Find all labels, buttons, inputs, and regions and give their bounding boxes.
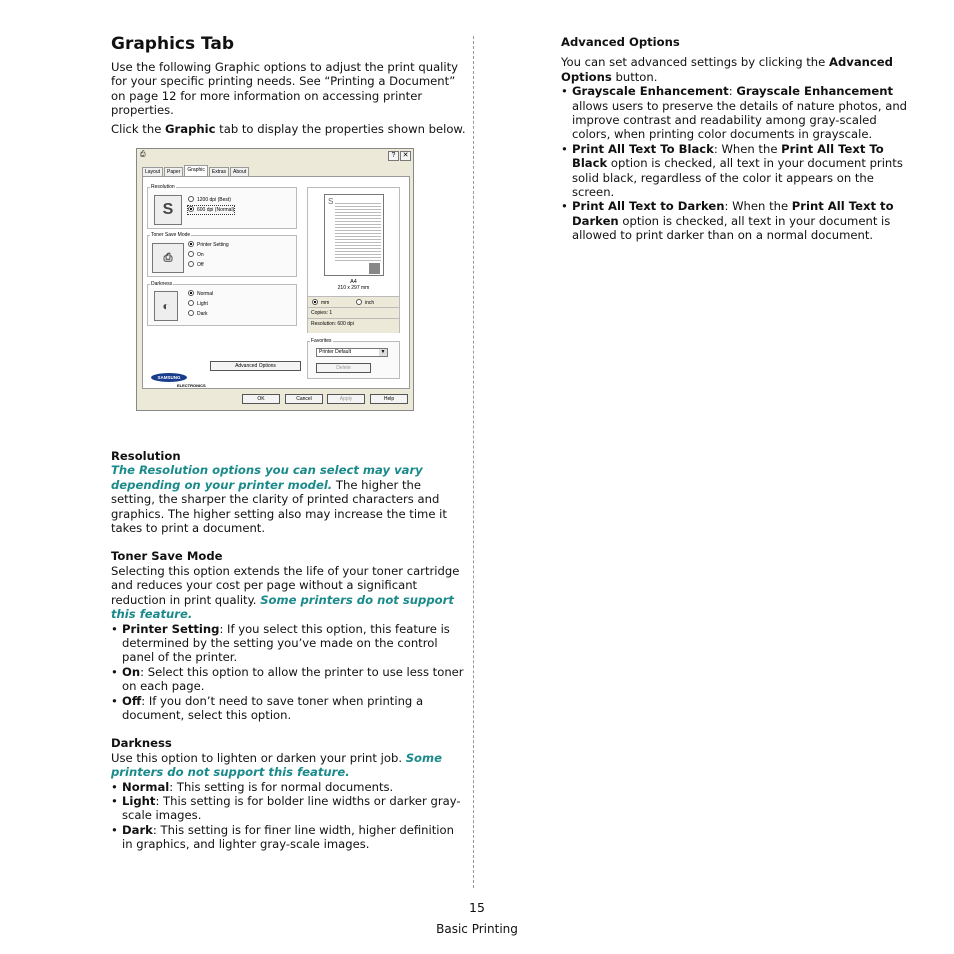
graphic-panel <box>142 176 410 389</box>
tab-about[interactable]: About <box>230 167 249 176</box>
toner-bullet-printer-setting: • Printer Setting: If you select this option, this feature is determined by the setting you’ve made on the control panel of the printer. <box>111 622 466 665</box>
tab-paper[interactable]: Paper <box>164 167 183 176</box>
ok-button[interactable]: OK <box>242 394 280 404</box>
cancel-button[interactable]: Cancel <box>285 394 323 404</box>
resolution-group <box>147 184 297 229</box>
tab-layout[interactable]: Layout <box>142 167 163 176</box>
preview-page <box>324 194 384 276</box>
paper-size: A4 <box>350 279 357 285</box>
preview-letter: S <box>328 197 334 206</box>
adv-bullet-text-black: • Print All Text To Black: When the Print All Text To Black option is checked, all text in your document prints solid black, regardless of the color it appears on the screen. <box>561 142 911 200</box>
adv-bullet-text-darken: • Print All Text to Darken: When the Print All Text to Darken option is checked, all text in your document is allowed to print darker than on a normal document. <box>561 199 911 242</box>
page-number: 15 <box>469 900 485 915</box>
chevron-down-icon[interactable]: ▼ <box>380 349 386 355</box>
apply-button[interactable]: Apply <box>327 394 365 404</box>
dark-option-light[interactable]: Light <box>188 300 208 308</box>
unit-inch-radio[interactable]: inch <box>356 299 374 307</box>
dark-option-dark[interactable]: Dark <box>188 310 208 318</box>
column-divider <box>473 36 474 888</box>
tab-extras[interactable]: Extras <box>209 167 229 176</box>
darkness-icon: ◐ <box>154 291 178 321</box>
dialog-titlebar <box>137 149 413 162</box>
darkness-bullet-dark: • Dark: This setting is for finer line width, higher definition in graphics, and lighter gray-scale images. <box>111 823 466 852</box>
darkness-group-label: Darkness <box>151 281 173 287</box>
click-instruction: Click the Graphic tab to display the properties shown below. <box>111 121 466 136</box>
printer-icon: ⎙ <box>140 151 146 158</box>
darkness-group <box>147 281 297 326</box>
paper-dimensions: 210 x 297 mm <box>337 285 370 291</box>
resolution-icon: S <box>154 195 182 225</box>
samsung-logo: SAMSUNG <box>151 373 187 382</box>
right-column <box>561 35 911 243</box>
close-icon[interactable]: ✕ <box>400 151 411 161</box>
toner-option-on[interactable]: On <box>188 251 204 259</box>
page-title: Graphics Tab <box>111 34 235 54</box>
help-icon[interactable]: ? <box>388 151 399 161</box>
printer-properties-dialog <box>136 148 414 411</box>
darkness-heading: Darkness <box>111 736 172 751</box>
toner-option-printer-setting[interactable]: Printer Setting <box>188 241 229 249</box>
favorites-select[interactable]: Printer Default ▼ <box>316 348 388 357</box>
tab-graphic[interactable]: Graphic <box>184 165 208 176</box>
advanced-heading: Advanced Options <box>561 35 680 49</box>
toner-option-off[interactable]: Off <box>188 261 204 269</box>
delete-button[interactable]: Delete <box>316 363 371 373</box>
preview-group <box>307 187 400 333</box>
intro-paragraph: Use the following Graphic options to adjust the print quality for your specific printing needs. See “Printing a Document” on page 12 for more information on accessing printer properties. <box>111 60 459 118</box>
resolution-paragraph: The Resolution options you can select may vary depending on your printer model. The higher the setting, the sharper the clarity of printed characters and graphics. The higher setting also may increase the time it takes to print a document. <box>111 463 447 536</box>
resolution-group-label: Resolution <box>151 184 175 190</box>
copies-info: Copies: 1 <box>308 307 399 319</box>
toner-group-label: Toner Save Mode <box>151 232 191 238</box>
section-name: Basic Printing <box>436 922 518 936</box>
toner-icon: ⎙ <box>152 243 184 273</box>
res-option-1200[interactable]: 1200 dpi (Best) <box>188 196 231 204</box>
favorites-label: Favorites <box>311 338 332 344</box>
toner-group <box>147 232 297 277</box>
adv-bullet-grayscale: • Grayscale Enhancement: Grayscale Enhancement allows users to preserve the details of nature photos, and improve contrast and readability among gray-scaled colors, when printing color documents in grayscale. <box>561 84 911 142</box>
favorites-group <box>307 338 400 379</box>
preview-image-block <box>369 263 380 274</box>
darkness-bullet-light: • Light: This setting is for bolder line widths or darker gray-scale images. <box>111 794 466 823</box>
toner-bullet-off: • Off: If you don’t need to save toner when printing a document, select this option. <box>111 694 466 723</box>
preview-info <box>308 296 399 333</box>
help-button[interactable]: Help <box>370 394 408 404</box>
dark-option-normal[interactable]: Normal <box>188 290 213 298</box>
darkness-bullet-normal: • Normal: This setting is for normal documents. <box>111 780 466 794</box>
preview-text-lines <box>335 201 381 263</box>
advanced-options-button[interactable]: Advanced Options <box>210 361 301 371</box>
resolution-heading: Resolution <box>111 449 181 464</box>
toner-bullet-on: • On: Select this option to allow the printer to use less toner on each page. <box>111 665 466 694</box>
unit-mm-radio[interactable]: mm <box>312 299 329 307</box>
samsung-logo-sub: ELECTRONICS <box>177 383 206 388</box>
toner-heading: Toner Save Mode <box>111 549 223 564</box>
toner-paragraph: Selecting this option extends the life of your toner cartridge and reduces your cost per page without a significant reduction in print quality. Some printers do not support this feature. <box>111 563 460 622</box>
res-option-600[interactable]: 600 dpi (Normal) <box>188 206 234 214</box>
resolution-info: Resolution: 600 dpi <box>308 318 399 330</box>
advanced-paragraph: You can set advanced settings by clicking the Advanced Options button. <box>561 55 893 84</box>
darkness-paragraph: Use this option to lighten or darken your print job. Some printers do not support this feature. <box>111 750 442 780</box>
